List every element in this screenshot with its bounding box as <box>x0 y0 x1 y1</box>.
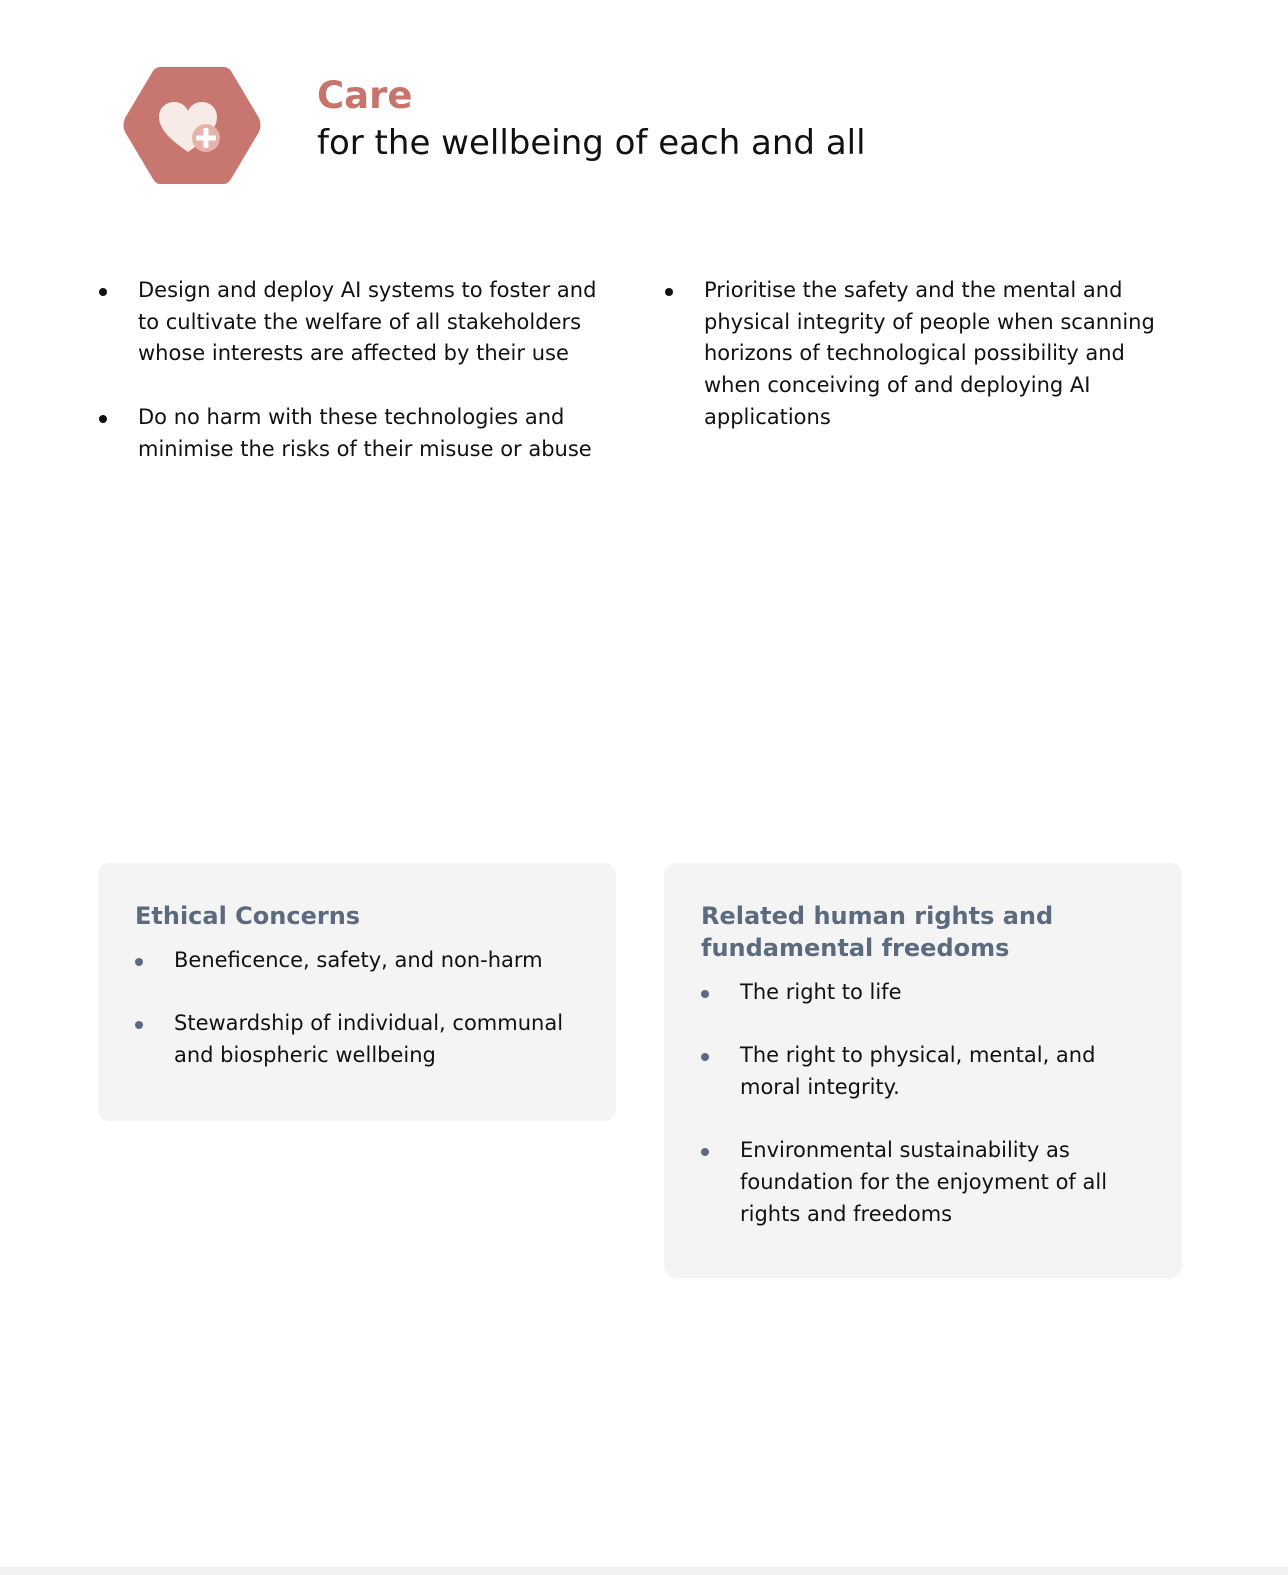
list-item-text: Beneficence, safety, and non-harm <box>174 948 543 972</box>
page-bottom-edge <box>0 1567 1288 1575</box>
human-rights-title: Related human rights and fundamental freedoms <box>701 902 1054 962</box>
heart-plus-icon <box>122 64 262 186</box>
list-item-text: Environmental sustainability as foundation for the enjoyment of all rights and freedoms <box>740 1138 1108 1226</box>
list-item <box>99 275 624 370</box>
list-item-text: Do no harm with these technologies and minimise the risks of their misuse or abuse <box>138 404 592 461</box>
bullet-icon <box>665 288 673 296</box>
list-item-text: The right to physical, mental, and moral integrity. <box>740 1043 1096 1100</box>
human-rights-list <box>701 977 1152 1231</box>
bullet-icon <box>701 990 709 998</box>
care-hexagon-icon <box>122 64 262 186</box>
list-item <box>99 402 624 465</box>
ethical-concerns-card <box>98 863 616 1121</box>
principles-list-right <box>665 275 1185 465</box>
bullet-icon <box>701 1148 709 1156</box>
bullet-icon <box>701 1053 709 1061</box>
principles-list-left <box>99 275 624 497</box>
human-rights-card <box>664 863 1182 1278</box>
list-item-text: Design and deploy AI systems to foster and to cultivate the welfare of all stakeholders whose interests are affected by their use <box>138 278 597 366</box>
page-title: Care <box>317 74 413 117</box>
bullet-icon <box>135 1021 143 1029</box>
list-item-text: Stewardship of individual, communal and biospheric wellbeing <box>174 1011 564 1068</box>
ethical-concerns-list <box>135 945 586 1072</box>
list-item-text: Prioritise the safety and the mental and physical integrity of people when scanning horizons of technological possibility and when conceiving of and deploying AI applications <box>704 278 1155 429</box>
list-item <box>665 275 1185 434</box>
bullet-icon <box>135 958 143 966</box>
bullet-icon <box>99 288 107 296</box>
list-item <box>701 977 1152 1009</box>
list-item <box>701 1040 1152 1103</box>
list-item <box>701 1135 1152 1230</box>
list-item-text: The right to life <box>740 980 902 1004</box>
list-item <box>135 945 586 977</box>
list-item <box>135 1008 586 1071</box>
bullet-icon <box>99 415 107 423</box>
page-subtitle: for the wellbeing of each and all <box>317 123 866 163</box>
ethical-concerns-title: Ethical Concerns <box>135 902 361 930</box>
